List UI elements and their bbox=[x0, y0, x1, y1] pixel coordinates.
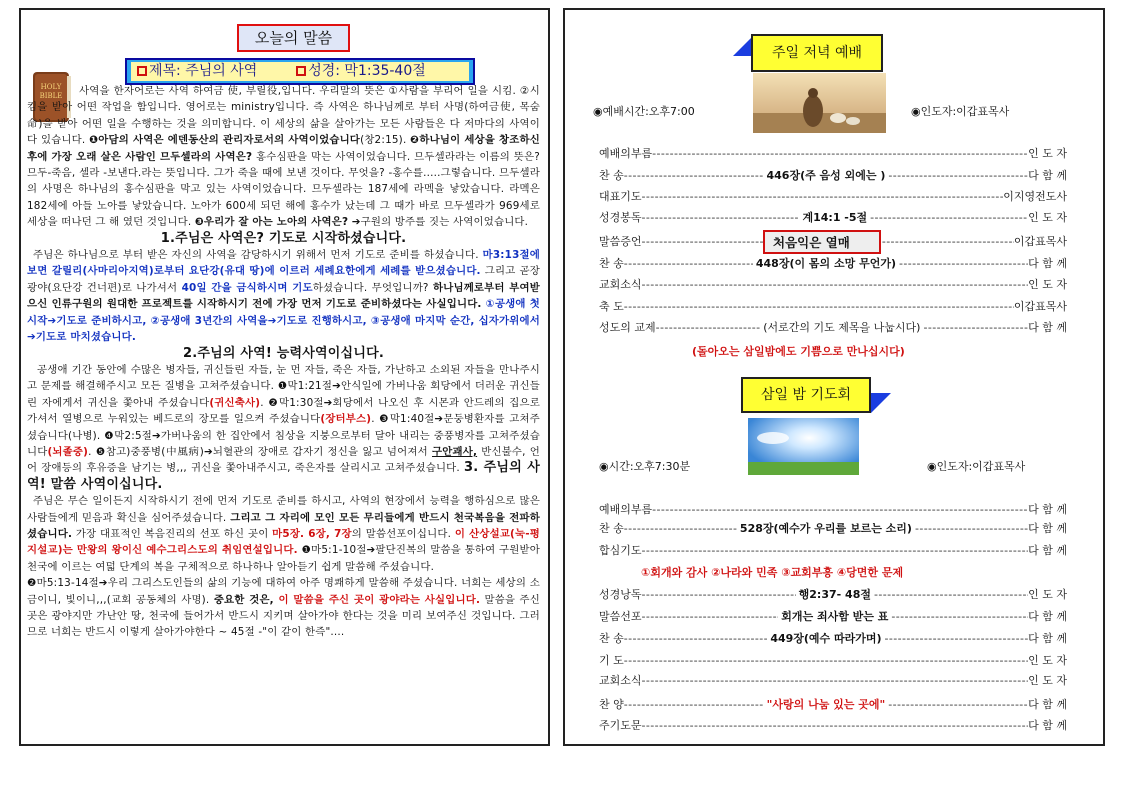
order-label: 찬 송 bbox=[599, 169, 624, 182]
order-label: 주기도문 bbox=[599, 719, 642, 732]
wednesday-leader: ◉인도자:이갑표목사 bbox=[927, 460, 1026, 473]
order-row bbox=[599, 629, 1067, 649]
sermon-text-blue: 40일 간을 금식하시며 기도 bbox=[181, 281, 313, 294]
sermon-text-bold: 하나님께로부터 부여받으신 인류구원의 원대한 프로젝트를 시작하시기 전에 가장 먼저 기도로 준비하셨다는 사실입니다. bbox=[27, 281, 540, 311]
order-person: 다 함 께 bbox=[1028, 321, 1067, 334]
order-item: 528장(예수가 우리를 보르는 소리) bbox=[739, 522, 912, 535]
sermon-text-bold: ❸우리가 잘 아는 노아의 사역은? bbox=[194, 216, 349, 229]
sermon-text-bold: 중요한 것은, bbox=[213, 593, 279, 606]
prayer-topics: ①회개와 감사 ②나라와 민족 ③교회부흥 ④당면한 문제 bbox=[641, 566, 904, 579]
order-person: 다 함 께 bbox=[1028, 503, 1067, 516]
order-label: 성경낭독 bbox=[599, 588, 642, 601]
order-person: 다 함 께 bbox=[1028, 169, 1067, 182]
square-bullet-icon bbox=[137, 66, 147, 76]
sermon-text-red: (귀신축사) bbox=[209, 396, 261, 409]
order-row bbox=[599, 585, 1067, 605]
leader-dots bbox=[885, 629, 1029, 649]
sermon-text: 공생애 기간 동안에 수많은 병자들, 귀신들린 자들, 눈 먼 자들, 죽은 자들, 가난하고 소외된 자들을 만나주시고 문제를 해결해주시고 모든 질병을 고쳐주셨습니다. ❶막1:21절➔안식일에 가버나움 회당에서 더러운 귀신들린 자에게서 귀신을 쫓아내 주셨습니다 bbox=[27, 363, 540, 409]
order-label: 기 도 bbox=[599, 654, 624, 667]
order-person: 인 도 자 bbox=[1028, 654, 1067, 667]
order-person: 인 도 자 bbox=[1028, 147, 1067, 160]
sermon-text-bold: 그리고 그 자리에 모인 모든 무리들에게 반드시 천국복음을 전파하셨습니다. bbox=[27, 511, 540, 540]
sermon-panel bbox=[19, 8, 550, 746]
leader-dots bbox=[624, 297, 1014, 317]
sermon-title: 오늘의 말씀 bbox=[237, 24, 350, 52]
leader-dots bbox=[642, 208, 800, 228]
order-label: 찬 송 bbox=[599, 257, 624, 270]
sermon-text: ❶마5:1-10절➔팔단진복의 말씀을 통하여 구원받아 천국에 이르는 여덟 단계의 복을 구체적으로 하나하나 알아듣기 쉽게 말씀해 주셨습니다. bbox=[27, 544, 541, 573]
order-item: 448장(이 몸의 소망 무언가) bbox=[755, 257, 896, 270]
sermon-text-red: 이 산상설교(눅-평지설교)는 만왕의 왕이신 예수그리스도의 취임연설입니다. bbox=[27, 527, 540, 557]
shepherd-image bbox=[753, 73, 886, 133]
leader-dots bbox=[642, 671, 1029, 691]
leader-dots bbox=[642, 716, 1029, 736]
order-row bbox=[599, 297, 1067, 317]
sermon-text-bold: ❶아담의 사역은 에덴동산의 관리자로서의 사역이었습니다 bbox=[89, 134, 361, 147]
sermon-text: 주님은 무슨 일이든지 시작하시기 전에 먼저 기도로 준비를 하시고, 사역의 현장에서 능력을 행하심으로 많은 사람들에게 믿음과 확신을 심어주셨습니다. bbox=[27, 495, 540, 524]
order-person: 인 도 자 bbox=[1028, 588, 1067, 601]
order-row bbox=[599, 208, 1067, 228]
sermon-text: . ❺참고)중풍병(中風病)➔뇌혈관의 장애로 갑자기 정신을 잃고 넘어져서 bbox=[88, 445, 432, 458]
leader-dots bbox=[642, 585, 796, 605]
leader-dots bbox=[642, 607, 779, 627]
order-person: 다 함 께 bbox=[1028, 719, 1067, 732]
sermon-text: ❷마5:13-14절➔우리 그리스도인들의 삶의 기능에 대하여 아주 명쾌하게 말씀해 주셨습니다. 너희는 세상의 소금이니, 빛이니,,,(교회 공동체의 사명). bbox=[27, 577, 540, 606]
wednesday-time: ◉시간:오후7:30분 bbox=[599, 460, 691, 473]
sermon-scripture: 성경: 막1:35-40절 bbox=[308, 63, 426, 79]
order-label: 성경봉독 bbox=[599, 211, 642, 224]
leader-dots bbox=[652, 144, 1028, 164]
leader-dots bbox=[624, 695, 764, 715]
order-label: 예배의부름 bbox=[599, 147, 653, 160]
order-row bbox=[599, 275, 1067, 295]
order-label: 말씀선포 bbox=[599, 610, 642, 623]
sermon-text: 홍수심판을 막는 사역이었습니다. 므두셀라라는 이름의 뜻은? 므두-죽음, 셀라 -보낸다.라는 뜻입니다. 그가 죽을 때에 보낸 것이다. 무엇을? -홍수를.....그렇습니다. 므두셀라의 사명은 하나님의 홍수심판을 막고 있는 사역이었습니다. 므두셀라는 187세에 라멕을 낳았습니다. 라멕은 182세에 아들 노아를 낳았습니다. 노아가 600세 되던 해에 홍수가 났는데 그 때가 바로 므두셀라가 969세로 세상을 떠나던 그 해 였던 것입니다. bbox=[27, 150, 540, 229]
leader-dots bbox=[874, 585, 1028, 605]
sermon-text: 의 말씀선포이십니다. bbox=[351, 527, 455, 540]
order-person: 이갑표목사 bbox=[1013, 300, 1067, 313]
sermon-body bbox=[27, 83, 540, 641]
order-label: 찬 송 bbox=[599, 632, 624, 645]
sermon-text: . ❷막1:30절➔회당에서 나오신 후 시몬과 안드레의 집으로 가셔서 열병으로 누워있는 베드로의 장모를 일으켜 주셨습니다 bbox=[27, 396, 540, 426]
sermon-text: ➔구원의 방주를 짓는 사역이었습니다. bbox=[348, 216, 529, 229]
evening-leader: ◉인도자:이갑표목사 bbox=[911, 105, 1010, 118]
announcement-red: (돌아오는 삼일밤에도 기쁨으로 만나십시다) bbox=[692, 345, 905, 358]
square-bullet-icon bbox=[296, 66, 306, 76]
order-row bbox=[599, 716, 1067, 736]
order-person: 다 함 께 bbox=[1028, 632, 1067, 645]
sermon-text: 말씀을 주신 곳은 광야지만 가난안 땅, 천국에 들어가서 반드시 지키며 살아가야 한다는 것을 미리 보여주신 것입니다. 그러므로 너희는 반드시 이렇게 살아가야한다 ~ 45절 -"이 같이 한즉".... bbox=[27, 593, 541, 639]
sermon-text-red: (장터부스) bbox=[320, 413, 372, 426]
order-person: 인 도 자 bbox=[1028, 278, 1067, 291]
leader-dots bbox=[642, 541, 1029, 561]
leader-dots bbox=[624, 629, 768, 649]
leader-dots bbox=[642, 187, 1004, 207]
leader-dots bbox=[888, 695, 1028, 715]
sermon-text-underline: 구안괘사, bbox=[432, 445, 478, 458]
sermon-text: 그리고 곧장 광야(요단강 건너편)로 나가셔서 bbox=[27, 265, 540, 294]
svg-text:BIBLE: BIBLE bbox=[39, 92, 63, 100]
sermon-text: 반신불수, 언어 장애등의 후유증을 남기는 병,,, 귀신을 쫓아내주시고, 죽은자를 살리시고 고쳐주셨습니다. bbox=[27, 445, 541, 475]
order-label: 말씀증언 bbox=[599, 235, 642, 248]
leader-dots bbox=[624, 519, 737, 539]
order-row bbox=[599, 671, 1067, 691]
order-label: 성도의 교제 bbox=[599, 321, 656, 334]
order-row bbox=[599, 607, 1067, 627]
wednesday-service-title: 삼일 밤 기도회 bbox=[741, 377, 871, 413]
evening-time: ◉예배시간:오후7:00 bbox=[593, 105, 695, 118]
order-person: 이갑표목사 bbox=[1013, 235, 1067, 248]
leader-dots bbox=[888, 166, 1028, 186]
order-row bbox=[599, 651, 1067, 671]
sermon-text-red: 이 말씀을 주신 곳이 광야라는 사실입니다. bbox=[278, 593, 481, 606]
sermon-text-blue: 마3:13절에 보면 갈릴리(사마리아지역)로부터 요단강(유대 땅)에 이르러 세례요한에게 세례를 받으셨습니다. bbox=[27, 249, 540, 278]
order-label: 찬 송 bbox=[599, 522, 624, 535]
order-row bbox=[599, 500, 1067, 520]
leader-dots bbox=[891, 607, 1028, 627]
sermon-text-blue: ①공생애 첫 시작➔기도로 준비하시고, ②공생애 3년간의 사역을➔기도로 진행하시고, ③공생애 마지막 순간, 십자가위에서➔기도로 마치셨습니다. bbox=[27, 298, 540, 344]
flag-corner-icon bbox=[733, 36, 753, 56]
order-person: 다 함 께 bbox=[1028, 257, 1067, 270]
leader-dots bbox=[923, 318, 1028, 338]
order-person: 다 함 께 bbox=[1028, 610, 1067, 623]
order-label: 축 도 bbox=[599, 300, 624, 313]
order-person: 다 함 께 bbox=[1028, 522, 1067, 535]
order-row bbox=[599, 519, 1067, 539]
order-row bbox=[599, 144, 1067, 164]
order-label: 예배의부름 bbox=[599, 503, 653, 516]
sermon-text: 사역을 한자어로는 사역 하여금 使, 부릴役,입니다. 우리말의 뜻은 ①사람을 부리어 일을 시킴. ②시킴을 받아 어떤 작업을 함입니다. 영어로는 ministry입니다. 즉 사역은 하나님께로 부터 사명(하여금使, 목숨命)을 받아 어떤 일을 수행하는 것을 의미합니다. 이 세상의 삶을 살아가는 모든 사람들은 다 저마다의 사역이 다 있습니다. bbox=[27, 85, 540, 147]
order-row bbox=[599, 166, 1067, 186]
sermon-text: . ❸막1:40절➔문둥병환자를 고쳐주셨습니다(나병). ❹막2:5절➔가버나움의 한 집안에서 침상을 지붕으로부터 달아 내리는 중풍병자를 고쳐주셨습니다 bbox=[27, 413, 540, 458]
order-person: 인 도 자 bbox=[1028, 211, 1067, 224]
order-item: "사랑의 나눔 있는 곳에" bbox=[766, 698, 886, 711]
leader-dots bbox=[915, 519, 1028, 539]
order-label: 교회소식 bbox=[599, 278, 642, 291]
leader-dots bbox=[870, 208, 1028, 228]
order-person: 이지영전도사 bbox=[1003, 190, 1067, 203]
leader-dots bbox=[642, 275, 1029, 295]
order-row bbox=[599, 318, 1067, 338]
order-label: 찬 양 bbox=[599, 698, 624, 711]
sermon-text-red: (뇌졸중) bbox=[47, 445, 89, 458]
svg-text:HOLY: HOLY bbox=[40, 83, 62, 91]
sermon-text-red: 마5장. 6장, 7장 bbox=[272, 527, 352, 540]
order-item: 449장(예수 따라가며) bbox=[770, 632, 882, 645]
section-heading-1: 1.주님은 사역은? 기도로 시작하셨습니다. bbox=[160, 230, 407, 246]
sermon-text: (창2:15). bbox=[360, 134, 411, 147]
flag-corner-icon bbox=[871, 393, 891, 413]
order-row bbox=[599, 254, 1067, 274]
sermon-text: 하셨습니다. 무엇입니까? bbox=[312, 281, 433, 294]
leader-dots bbox=[899, 254, 1028, 274]
order-item: 446장(주 음성 외에는 ) bbox=[766, 169, 886, 182]
order-row bbox=[599, 187, 1067, 207]
sermon-text: 가장 대표적인 복음진리의 선포 하신 곳이 bbox=[72, 527, 273, 540]
order-person: 다 함 께 bbox=[1028, 544, 1067, 557]
leader-dots bbox=[624, 651, 1028, 671]
section-heading-3: 3. 주님의 사역! 말씀 사역이십니다. bbox=[27, 460, 541, 492]
leader-dots bbox=[652, 500, 1028, 520]
sermon-subject: 제목: 주님의 사역 bbox=[149, 63, 258, 79]
sermon-title-box: 처음익은 열매 bbox=[763, 230, 881, 254]
section-heading-2: 2.주님의 사역! 능력사역이십니다. bbox=[183, 345, 384, 361]
leader-dots bbox=[656, 318, 761, 338]
leader-dots bbox=[624, 166, 764, 186]
sermon-text-bold: ❷하나님이 세상을 창조하신 후에 가장 오래 살은 사람인 므두셀라의 사역은? bbox=[27, 134, 540, 163]
sermon-text: 주님은 하나님으로 부터 받은 자신의 사역을 감당하시기 위해서 먼저 기도로 준비를 하셨습니다. bbox=[33, 249, 483, 262]
leader-dots bbox=[624, 254, 753, 274]
order-item: 회개는 죄사함 받는 표 bbox=[781, 610, 889, 623]
subject-bar bbox=[125, 58, 475, 85]
evening-service-title: 주일 저녁 예배 bbox=[751, 34, 883, 72]
order-item: 행2:37- 48절 bbox=[798, 588, 871, 601]
sky-image bbox=[748, 418, 859, 475]
order-person: 인 도 자 bbox=[1028, 674, 1067, 687]
order-row bbox=[599, 541, 1067, 561]
order-label: 합심기도 bbox=[599, 544, 642, 557]
order-item: 계14:1 -5절 bbox=[802, 211, 868, 224]
worship-order-panel bbox=[563, 8, 1105, 746]
order-person: 다 함 께 bbox=[1028, 698, 1067, 711]
order-label: 교회소식 bbox=[599, 674, 642, 687]
order-item: (서로간의 기도 제목을 나눕시다) bbox=[763, 321, 921, 334]
order-row bbox=[599, 695, 1067, 715]
order-label: 대표기도 bbox=[599, 190, 642, 203]
